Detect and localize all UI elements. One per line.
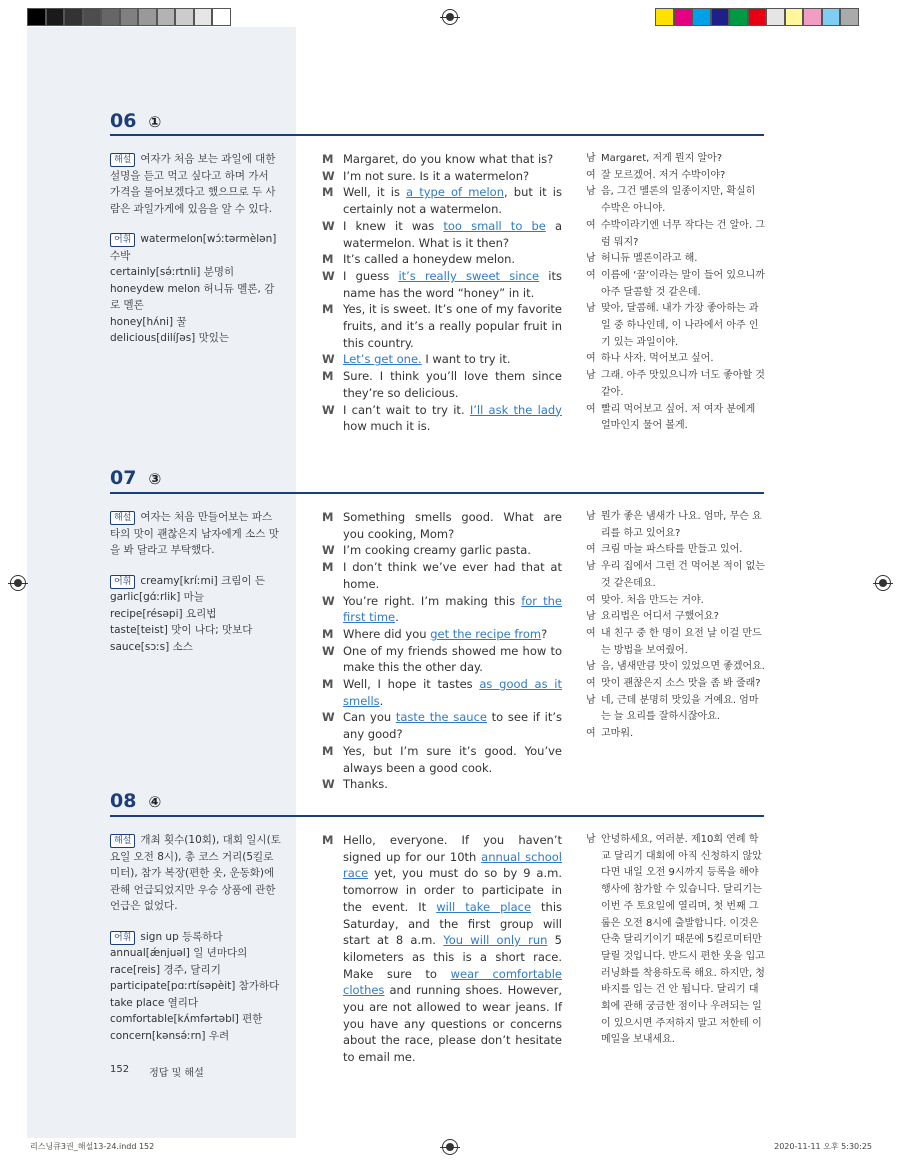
dialog-line [322,168,562,185]
dialog-fragment: I’m cooking creamy garlic pasta. [343,543,531,558]
translation-text: 수박이라기엔 너무 작다는 건 알아. 그럼 뭐지? [601,219,765,248]
translation-text: 고마워. [601,728,634,740]
translation-07 [586,509,766,743]
explanation-text: 개최 횟수(10회), 대회 일시(토요일 오전 8시), 총 코스 거리(5킬로미터), 참가 복장(편한 옷, 운동화)에 관해 언급되었지만 우승 상품에 관한 언급은 없었다. [110,834,281,912]
color-swatch [194,8,213,26]
speaker-label: M [322,252,334,267]
translation-06 [586,151,766,435]
speaker-label: W [322,168,335,183]
dialog-line [322,268,562,301]
speaker-label: W [322,402,335,417]
registration-color-bar-right [655,8,859,26]
color-swatch [840,8,859,26]
dialog-text [343,643,562,676]
registration-mark-left-icon [10,575,26,591]
dialog-fragment: how much it is. [343,419,431,434]
dialog-line [322,643,562,676]
vocab-item: delicious[dilíʃəs] 맛있는 [110,332,230,344]
dialog-fragment: yet, you must do so by 9 a.m. tomorrow in order to participate in the event. It [343,866,562,914]
keyword-phrase: annual school race [343,849,563,881]
translation-text: 그래. 아주 맛있으니까 너도 좋아할 것 같아. [601,370,765,398]
dialog-line [322,151,562,168]
translation-speaker: 남 [586,834,596,845]
color-swatch [785,8,804,26]
translation-text: 이름에 ‘꿀’이라는 말이 들어 있으니까 아주 달콤할 것 같은데. [601,269,765,298]
dialog-text [343,251,562,268]
section-answer: ③ [148,470,162,488]
dialog-fragment: Can you [343,710,396,725]
vocab-item: honeydew melon 허니듀 멜론, 감로 멜론 [110,282,275,311]
explanation-text: 여자가 처음 보는 과일에 대한 설명을 듣고 먹고 싶다고 하며 가서 가격을 물어보겠다고 했으므로 두 사람은 과일가게에 있음을 알 수 있다. [110,153,276,215]
keyword-phrase: I’ll ask the lady [469,402,562,417]
color-swatch [822,8,841,26]
translation-text: 빨리 먹어보고 싶어. 저 여자 분에게 얼마인지 물어 볼게. [601,403,756,432]
translation-line [586,168,766,185]
dialog-text [343,832,562,1066]
dialog-text [343,776,562,793]
section-rule [110,492,764,494]
translation-text: 뭔가 좋은 냄새가 나요. 엄마, 무슨 요리를 하고 있어요? [601,511,762,539]
dialog-line [322,368,562,401]
translation-line [586,184,766,217]
speaker-label: M [322,677,334,692]
section-header-06 [110,110,161,132]
keyword-phrase: too small to be [443,218,546,233]
translation-speaker: 여 [586,728,596,740]
translation-text: 잘 모르겠어. 저거 수박이야? [601,169,726,181]
keyword-phrase: it’s really sweet since [398,268,540,283]
registration-mark-top-icon [442,9,458,25]
speaker-label: M [322,302,334,317]
dialog-fragment: Hello, everyone. If you haven’t signed up for our 10th [343,833,562,864]
translation-text: Margaret, 저게 뭔지 알아? [601,153,723,164]
dialog-fragment: its name has the word “honey” in it. [343,268,562,300]
translation-speaker: 남 [586,661,596,673]
vocab-item: participate[pɑːrtísəpèit] 참가하다 [110,980,280,992]
dialog-fragment: to see if it’s any good? [343,710,563,742]
vocab-item: honey[hʌ́ni] 꿀 [110,315,187,328]
print-slug-file: 리스닝큐3권_해설13-24.indd 152 [30,1142,155,1151]
translation-speaker: 남 [586,253,596,265]
dialog-fragment: It’s called a honeydew melon. [343,252,516,267]
dialog-07 [322,509,562,793]
color-swatch [729,8,748,26]
section-number: 08 [110,790,137,812]
dialog-text [343,593,562,626]
dialog-fragment: Yes, but I’m sure it’s good. You’ve always been a good cook. [343,743,562,775]
translation-line [586,593,766,610]
section-number: 07 [110,467,137,489]
speaker-label: M [322,510,334,524]
dialog-text [343,268,562,301]
vocab-block [110,231,282,347]
translation-speaker: 남 [586,511,596,522]
dialog-text [343,676,562,709]
dialog-text [343,151,562,168]
dialog-line [322,351,562,368]
color-swatch [655,8,674,26]
speaker-label: W [322,543,335,558]
keyword-phrase: Let’s get one. [343,352,422,367]
speaker-label: M [322,185,334,200]
speaker-label: M [322,626,334,641]
color-swatch [138,8,157,26]
vocab-item: certainly[sə́ːrtnli] 분명히 [110,266,235,278]
translation-speaker: 남 [586,561,596,573]
translation-speaker: 여 [586,627,596,639]
translation-line [586,351,766,368]
translation-speaker: 여 [586,269,596,281]
section-header-08 [110,790,161,812]
keyword-phrase: as good as it smells [343,677,563,708]
keyword-phrase: a type of melon [406,185,504,200]
translation-speaker: 남 [586,303,596,315]
vocab-item: watermelon[wɔ́ːtərmèlən] 수박 [110,233,277,262]
keyword-phrase: get the recipe from [430,626,542,641]
footer-label: 정답 및 해설 [149,1068,204,1079]
vocab-item: recipe[résəpi] 요리법 [110,607,217,620]
translation-line [586,609,766,626]
translation-line [586,542,766,559]
translation-text: 안녕하세요, 여러분. 제10회 연례 학교 달리기 대회에 아직 신청하지 않았다면 내일 오전 9시까지 등록을 해야 행사에 참가할 수 있습니다. 달리기는 이번 주 토요일에 열리며, 첫 번째 그룹은 오전 8시에 출발합니다. 이것은 단축 달리기이기 때문에 5킬로미터만 달릴 것입니다. 반드시 편한 옷을 입고 러닝화를 착용하도록 해요. 하지만, 청바지를 입는 건 안 됩니다. 달리기 대회에 관해 궁금한 점이나 우려되는 일이 있으시면 주저하지 말고 저한테 이메일을 보내세요. [601,834,765,1046]
translation-line [586,726,766,743]
translation-text: 맞아. 처음 만드는 거야. [601,594,704,606]
vocab-item: sign up 등록하다 [140,930,223,943]
translation-speaker: 남 [586,370,596,382]
vocab-block [110,929,282,1045]
translation-line [586,368,766,401]
registration-color-bar-left [27,8,231,26]
dialog-text [343,509,562,542]
vocab-item: taste[teist] 맛이 나다; 맛보다 [110,624,253,636]
translation-text: 우리 집에서 그런 건 먹어본 적이 없는 것 같은데요. [601,561,765,589]
dialog-text [343,301,562,351]
translation-line [586,268,766,301]
dialog-fragment: Something smells good. What are you cooking, Mom? [343,510,562,541]
vocab-block [110,573,282,656]
dialog-08 [322,832,562,1066]
dialog-fragment: Well, it is [343,185,407,200]
translation-line [586,402,766,435]
color-swatch [27,8,46,26]
translation-line [586,151,766,168]
translation-speaker: 여 [586,678,596,690]
translation-speaker: 남 [586,153,596,164]
translation-text: 허니듀 멜론이라고 해. [601,253,698,265]
dialog-text [343,368,562,401]
speaker-label: W [322,268,335,283]
dialog-fragment: I knew it was [343,218,444,233]
dialog-fragment: , but it is certainly not a watermelon. [343,185,562,217]
explanation-tag: 해설 [110,511,135,525]
dialog-text [343,351,562,368]
color-swatch [157,8,176,26]
color-swatch [212,8,231,26]
translation-line [586,626,766,659]
color-swatch [120,8,139,26]
registration-mark-bottom-icon [442,1139,458,1155]
color-swatch [803,8,822,26]
translation-speaker: 남 [586,186,596,198]
dialog-line [322,626,562,643]
section-number: 06 [110,110,137,132]
dialog-text [343,402,562,435]
dialog-line [322,709,562,742]
translation-line [586,509,766,542]
translation-line [586,832,766,1049]
translation-speaker: 여 [586,353,596,365]
vocab-item: concern[kənsə́ːrn] 우려 [110,1029,230,1042]
dialog-fragment: Yes, it is sweet. It’s one of my favorite fruits, and it’s a really popular fruit in this country. [343,302,562,350]
color-swatch [64,8,83,26]
dialog-line [322,743,562,776]
color-swatch [692,8,711,26]
dialog-line [322,776,562,793]
vocab-item: race[reis] 경주, 달리기 [110,963,221,976]
keyword-phrase: for the first time [343,593,562,625]
dialog-line [322,251,562,268]
translation-text: 내 친구 중 한 명이 요전 날 이걸 만드는 방법을 보여줬어. [601,627,762,656]
dialog-text [343,218,562,251]
dialog-text [343,184,562,217]
dialog-fragment: You’re right. I’m making this [343,593,522,608]
dialog-line [322,676,562,709]
dialog-line [322,218,562,251]
section-answer: ④ [148,793,162,811]
dialog-fragment: ? [541,626,548,641]
translation-line [586,676,766,693]
translation-text: 음, 냄새만큼 맛이 있었으면 좋겠어요. [601,661,765,673]
color-swatch [83,8,102,26]
dialog-fragment: and running shoes. However, you are not allowed to wear jeans. If you have any questions or concerns about the race, please don’t hesitate to email me. [343,983,562,1065]
translation-speaker: 여 [586,169,596,181]
color-swatch [101,8,120,26]
translation-line [586,301,766,351]
translation-text: 음, 그건 멜론의 일종이지만, 확실히 수박은 아니야. [601,186,756,215]
translation-speaker: 여 [586,594,596,606]
dialog-line [322,184,562,217]
dialog-fragment: Where did you [343,626,431,641]
dialog-text [343,168,562,185]
explanation-block [110,509,282,559]
dialog-06 [322,151,562,435]
keyword-phrase: will take place [436,899,532,914]
dialog-fragment: I’m not sure. Is it a watermelon? [343,168,530,183]
translation-speaker: 여 [586,403,596,415]
page-number: 152 [110,1064,130,1075]
color-swatch [674,8,693,26]
speaker-label: W [322,643,335,658]
keyword-phrase: taste the sauce [395,710,487,725]
dialog-fragment: Thanks. [343,777,388,792]
translation-line [586,659,766,676]
vocab-item: creamy[kríːmi] 크림이 든 [140,574,266,587]
dialog-fragment: Sure. I think you’ll love them since they’re so delicious. [343,369,562,400]
vocab-item: take place 열리다 [110,996,199,1009]
section-answer: ① [148,113,162,131]
dialog-fragment: I guess [343,268,399,283]
dialog-text [343,559,562,592]
speaker-label: M [322,369,334,384]
speaker-label: W [322,593,335,608]
dialog-fragment: I want to try it. [421,352,511,367]
translation-text: 맛이 괜찮은지 소스 맛을 좀 봐 줄래? [601,678,761,690]
dialog-line [322,559,562,592]
speaker-label: M [322,560,334,575]
section-header-07 [110,467,161,489]
translation-08 [586,832,766,1049]
explanation-block [110,151,282,217]
translation-text: 요리법은 어디서 구했어요? [601,611,719,623]
dialog-line [322,593,562,626]
dialog-line [322,509,562,542]
explanation-block [110,832,282,915]
vocab-item: comfortable[kʌ́mfərtəbl] 편한 [110,1013,263,1025]
vocab-item: annual[ǽnjuəl] 일 년마다의 [110,947,248,959]
translation-speaker: 남 [586,694,596,706]
color-swatch [711,8,730,26]
speaker-label: M [322,743,334,758]
dialog-fragment: Well, I hope it tastes [343,677,480,692]
dialog-text [343,626,562,643]
dialog-line [322,542,562,559]
color-swatch [766,8,785,26]
speaker-label: W [322,218,335,233]
dialog-fragment: Margaret, do you know what that is? [343,152,554,166]
dialog-fragment: 5 kilometers as this is a short race. Make sure to [343,933,562,981]
translation-speaker: 남 [586,611,596,623]
translation-line [586,693,766,726]
explanation-07 [110,509,282,655]
speaker-label: W [322,777,335,792]
vocab-tag: 어휘 [110,233,135,247]
explanation-tag: 해설 [110,153,135,167]
speaker-label: M [322,152,334,166]
translation-text: 크림 마늘 파스타를 만들고 있어. [601,544,743,556]
dialog-line [322,402,562,435]
section-rule [110,134,764,136]
dialog-line [322,301,562,351]
explanation-tag: 해설 [110,834,135,848]
dialog-text [343,709,562,742]
translation-line [586,251,766,268]
registration-mark-right-icon [875,575,891,591]
dialog-text [343,743,562,776]
translation-text: 맞아, 달콤해. 내가 가장 좋아하는 과일 중 하나인데, 이 나라에서 아주 인기 있는 과일이야. [601,303,759,348]
dialog-fragment: this Saturday, and the first group will start at 8 a.m. [343,899,563,948]
speaker-label: W [322,710,335,725]
keyword-phrase: wear comfortable clothes [343,966,562,998]
explanation-text: 여자는 처음 만들어보는 파스타의 맛이 괜찮은지 남자에게 소스 맛을 봐 달라고 부탁했다. [110,511,279,556]
translation-speaker: 여 [586,219,596,231]
translation-speaker: 여 [586,544,596,556]
translation-text: 하나 사자. 먹어보고 싶어. [601,353,714,365]
dialog-fragment: . [379,693,384,708]
print-slug-date: 2020-11-11 오후 5:30:25 [774,1142,872,1151]
speaker-label: M [322,833,334,847]
dialog-fragment: I can’t wait to try it. [343,402,470,417]
speaker-label: W [322,352,335,367]
translation-line [586,559,766,592]
dialog-fragment: One of my friends showed me how to make this the other day. [343,643,562,675]
dialog-text [343,542,562,559]
vocab-item: sauce[sɔːs] 소스 [110,640,193,653]
vocab-tag: 어휘 [110,575,135,589]
dialog-fragment: I don’t think we’ve ever had that at home. [343,560,562,591]
explanation-06 [110,151,282,347]
color-swatch [46,8,65,26]
explanation-08 [110,832,282,1044]
dialog-fragment: a watermelon. What is it then? [343,218,562,250]
color-swatch [175,8,194,26]
dialog-line [322,832,562,1066]
translation-text: 네, 근데 분명히 맛있을 거예요. 엄마는 늘 요리를 잘하시잖아요. [601,694,759,723]
section-rule [110,815,764,817]
color-swatch [748,8,767,26]
dialog-fragment: . [395,610,399,625]
vocab-tag: 어휘 [110,931,135,945]
page-footer [110,1064,204,1079]
keyword-phrase: You will only run [443,933,548,948]
translation-line [586,218,766,251]
vocab-item: garlic[gɑ́ːrlik] 마늘 [110,591,204,603]
